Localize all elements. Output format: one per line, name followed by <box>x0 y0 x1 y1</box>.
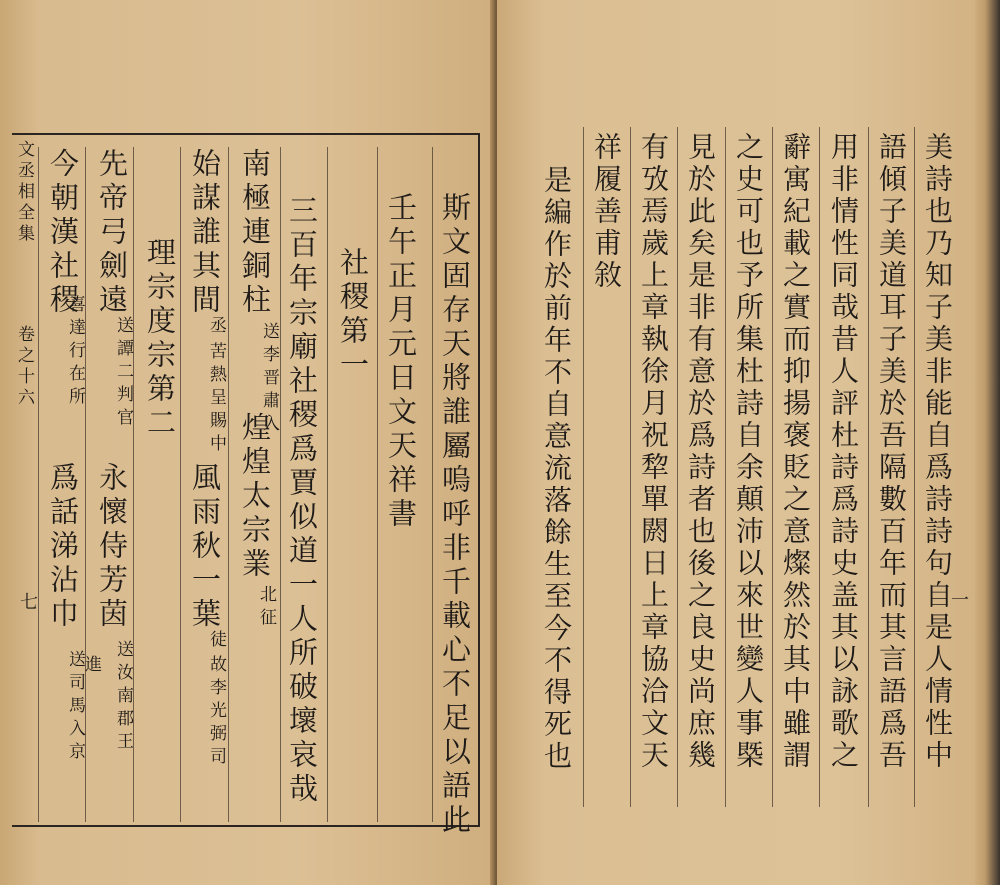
text-column: 有攷焉歲上章執徐月祝犂單閼日上章協洽文天 <box>637 132 670 772</box>
section-heading: 社稷第一 <box>336 247 370 383</box>
poem-title: 南極連銅柱 <box>238 148 272 318</box>
section-heading: 理宗度宗第二 <box>143 237 177 441</box>
column-rule <box>327 147 328 822</box>
text-column: 美詩也乃知子美非能自爲詩詩句自是人情性中 <box>921 132 954 772</box>
text-column: 三百年宗廟社稷爲賈似道一人所破壞哀哉 <box>285 195 319 807</box>
text-column: 祥履善甫敘 <box>590 132 623 292</box>
poem-note: 喜達行在所 <box>65 295 85 410</box>
margin-folio: 七 <box>17 592 38 610</box>
right-page <box>497 0 980 885</box>
margin-folio: 一 <box>948 590 969 608</box>
column-rule <box>432 147 433 822</box>
poem-title: 爲話涕沾巾 <box>46 462 80 632</box>
column-rule <box>725 127 726 807</box>
column-rule <box>133 147 134 822</box>
poem-note: 故李光弼司 <box>206 655 226 770</box>
column-rule <box>914 127 915 807</box>
column-rule <box>180 147 181 822</box>
poem-note: 送李晋肅入 <box>259 322 279 437</box>
column-rule <box>677 127 678 807</box>
poem-note: 送司馬入京 <box>65 650 85 765</box>
poem-title: 風雨秋一葉 <box>188 462 222 632</box>
text-column: 之史可也予所集杜詩自余顛沛以來世變人事槩 <box>732 132 765 772</box>
page-edge <box>975 0 1000 885</box>
poem-note: 丞 <box>206 316 226 339</box>
poem-note: 送譚二判官 <box>113 316 133 431</box>
poem-title: 煌煌太宗業 <box>238 412 272 582</box>
column-rule <box>38 147 39 822</box>
text-column: 見於此矣是非有意於爲詩者也後之良史尚庶幾 <box>684 132 717 772</box>
column-rule <box>772 127 773 807</box>
text-column: 用非情性同哉昔人評杜詩爲詩史盖其以詠歌之 <box>827 132 860 772</box>
column-rule <box>85 147 86 822</box>
column-rule <box>583 127 584 807</box>
text-column: 辭寓紀載之實而抑揚褒貶之意燦然於其中雖謂 <box>779 132 812 772</box>
poem-note: 進 <box>81 655 101 678</box>
column-rule <box>228 147 229 822</box>
margin-volume: 卷之十六 <box>14 325 34 409</box>
text-column: 斯文固存天將誰屬嗚呼非千載心不足以語此 <box>438 192 472 838</box>
poem-note: 送汝南郡王 <box>113 640 133 755</box>
poem-title: 永懷侍芳茵 <box>95 462 129 632</box>
column-rule <box>280 147 281 822</box>
text-column: 是編作於前年不自意流落餘生至今不得死也 <box>540 165 573 773</box>
poem-title: 始謀誰其間 <box>188 148 222 318</box>
column-rule <box>377 147 378 822</box>
poem-note: 北征 <box>256 585 276 631</box>
text-column: 語傾子美道耳子美於吾隔數百年而其言語爲吾 <box>875 132 908 772</box>
column-rule <box>819 127 820 807</box>
left-page <box>0 0 495 885</box>
text-column: 壬午正月元日文天祥書 <box>384 192 418 532</box>
margin-title: 文丞相全集 <box>14 140 34 245</box>
column-rule <box>630 127 631 807</box>
poem-note: 苦熱呈賜中 <box>206 342 226 457</box>
column-rule <box>868 127 869 807</box>
poem-title: 今朝漢社稷 <box>46 148 80 318</box>
poem-note: 徒 <box>206 630 226 653</box>
poem-title: 先帝弓劍遠 <box>95 148 129 318</box>
